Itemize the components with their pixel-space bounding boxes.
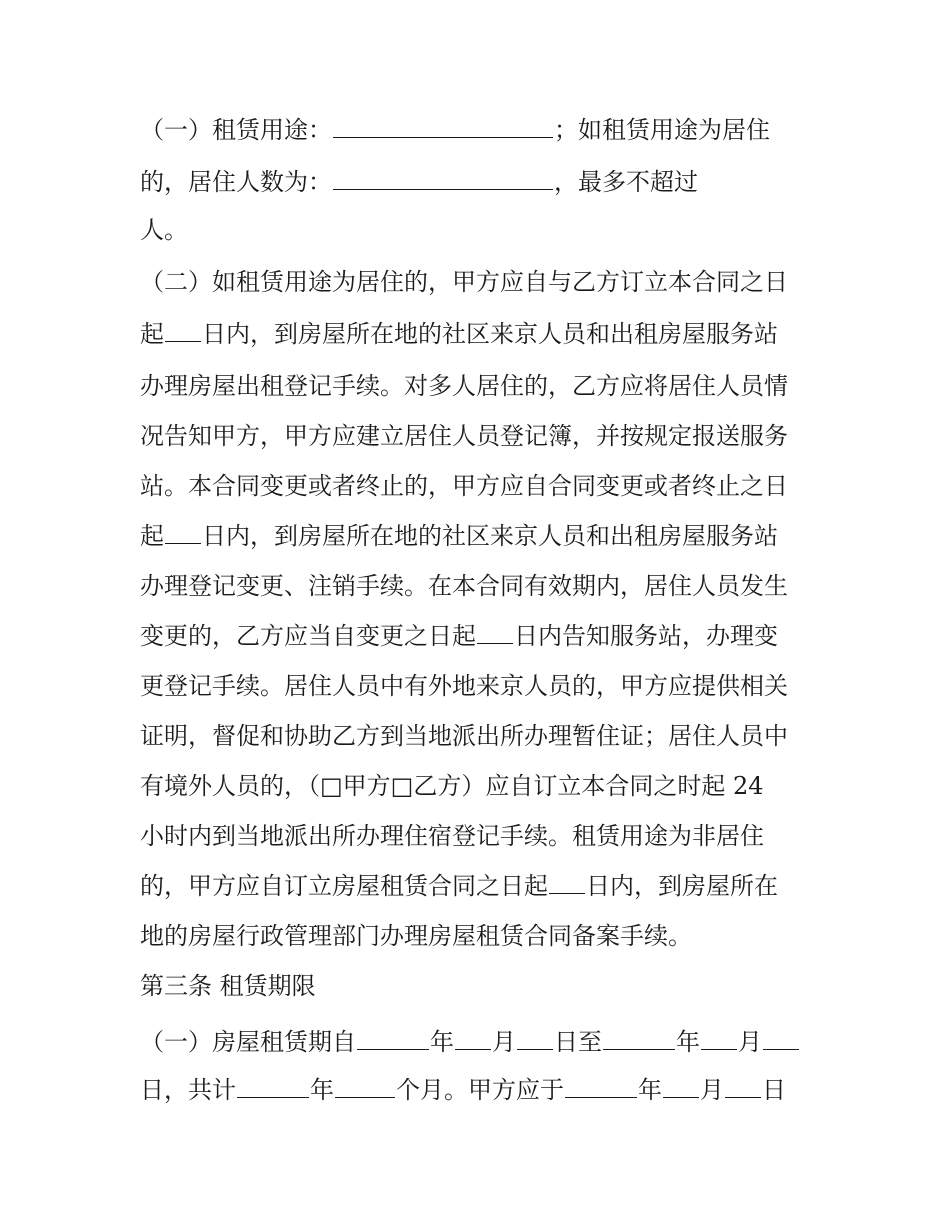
text: 人。 <box>140 216 188 244</box>
text: 起 <box>140 522 164 550</box>
text: ，最多不超过 <box>554 168 698 196</box>
text: 证明，督促和协助乙方到当地派出所办理暂住证；居住人员中 <box>140 722 788 750</box>
paragraph-line <box>140 262 830 302</box>
paragraph-line <box>140 416 830 456</box>
text: 有境外人员的，（□甲方□乙方）应自订立本合同之时起 24 <box>140 772 764 800</box>
blank-day <box>725 1071 761 1098</box>
blank-day <box>517 1023 553 1050</box>
blank-days <box>165 517 201 544</box>
paragraph-line <box>140 566 830 606</box>
text: 第三条 租赁期限 <box>140 972 316 1000</box>
paragraph-line <box>140 916 830 956</box>
blank-resident-count <box>333 163 553 190</box>
text: 日至 <box>554 1028 602 1056</box>
paragraph-line <box>140 816 830 856</box>
paragraph-line <box>140 666 830 706</box>
text: 更登记手续。居住人员中有外地来京人员的，甲方应提供相关 <box>140 672 788 700</box>
blank-month <box>455 1023 491 1050</box>
text: 办理房屋出租登记手续。对多人居住的，乙方应将居住人员情 <box>140 372 788 400</box>
paragraph-line <box>140 210 830 250</box>
blank-year <box>603 1023 675 1050</box>
blank-years <box>237 1071 309 1098</box>
paragraph-line <box>140 366 830 406</box>
text: 日，共计 <box>140 1076 236 1104</box>
text: 日内，到房屋所在地的社区来京人员和出租房屋服务站 <box>202 522 778 550</box>
paragraph-line <box>140 516 830 556</box>
paragraph-line <box>140 766 830 806</box>
blank-year <box>357 1023 429 1050</box>
blank-days <box>549 867 585 894</box>
blank-days <box>477 617 513 644</box>
paragraph-line <box>140 1070 830 1110</box>
paragraph-line <box>140 616 830 656</box>
text: 起 <box>140 320 164 348</box>
text: 日内，到房屋所在地的社区来京人员和出租房屋服务站 <box>202 320 778 348</box>
text: 站。本合同变更或者终止的，甲方应自合同变更或者终止之日 <box>140 472 788 500</box>
text: 的，居住人数为： <box>140 168 332 196</box>
text: ；如租赁用途为居住 <box>554 116 770 144</box>
paragraph-line <box>140 314 830 354</box>
blank-year <box>565 1071 637 1098</box>
text: 年 <box>676 1028 700 1056</box>
paragraph-line <box>140 162 830 202</box>
paragraph-line <box>140 866 830 906</box>
text: 日内告知服务站，办理变 <box>514 622 778 650</box>
text: 地的房屋行政管理部门办理房屋租赁合同备案手续。 <box>140 922 692 950</box>
paragraph-line <box>140 716 830 756</box>
text: 况告知甲方，甲方应建立居住人员登记簿，并按规定报送服务 <box>140 422 788 450</box>
text: 月 <box>492 1028 516 1056</box>
paragraph-line <box>140 1022 830 1062</box>
blank-days <box>165 315 201 342</box>
paragraph-line <box>140 110 830 150</box>
text: 日内，到房屋所在 <box>586 872 778 900</box>
text: 变更的，乙方应当自变更之日起 <box>140 622 476 650</box>
blank-day <box>763 1023 799 1050</box>
text: 年 <box>430 1028 454 1056</box>
text: 办理登记变更、注销手续。在本合同有效期内，居住人员发生 <box>140 572 788 600</box>
text: 个月。甲方应于 <box>396 1076 564 1104</box>
text: 年 <box>638 1076 662 1104</box>
text: 月 <box>738 1028 762 1056</box>
text: （一）房屋租赁期自 <box>140 1028 356 1056</box>
text: （一）租赁用途： <box>140 116 332 144</box>
blank-month <box>663 1071 699 1098</box>
text: 年 <box>310 1076 334 1104</box>
text: （二）如租赁用途为居住的，甲方应自与乙方订立本合同之日 <box>140 268 788 296</box>
text: 月 <box>700 1076 724 1104</box>
paragraph-line <box>140 466 830 506</box>
blank-month <box>701 1023 737 1050</box>
section-heading <box>140 966 830 1006</box>
text: 日 <box>762 1076 786 1104</box>
text: 小时内到当地派出所办理住宿登记手续。租赁用途为非居住 <box>140 822 764 850</box>
text: 的，甲方应自订立房屋租赁合同之日起 <box>140 872 548 900</box>
blank-usage <box>333 111 553 138</box>
blank-months <box>335 1071 395 1098</box>
